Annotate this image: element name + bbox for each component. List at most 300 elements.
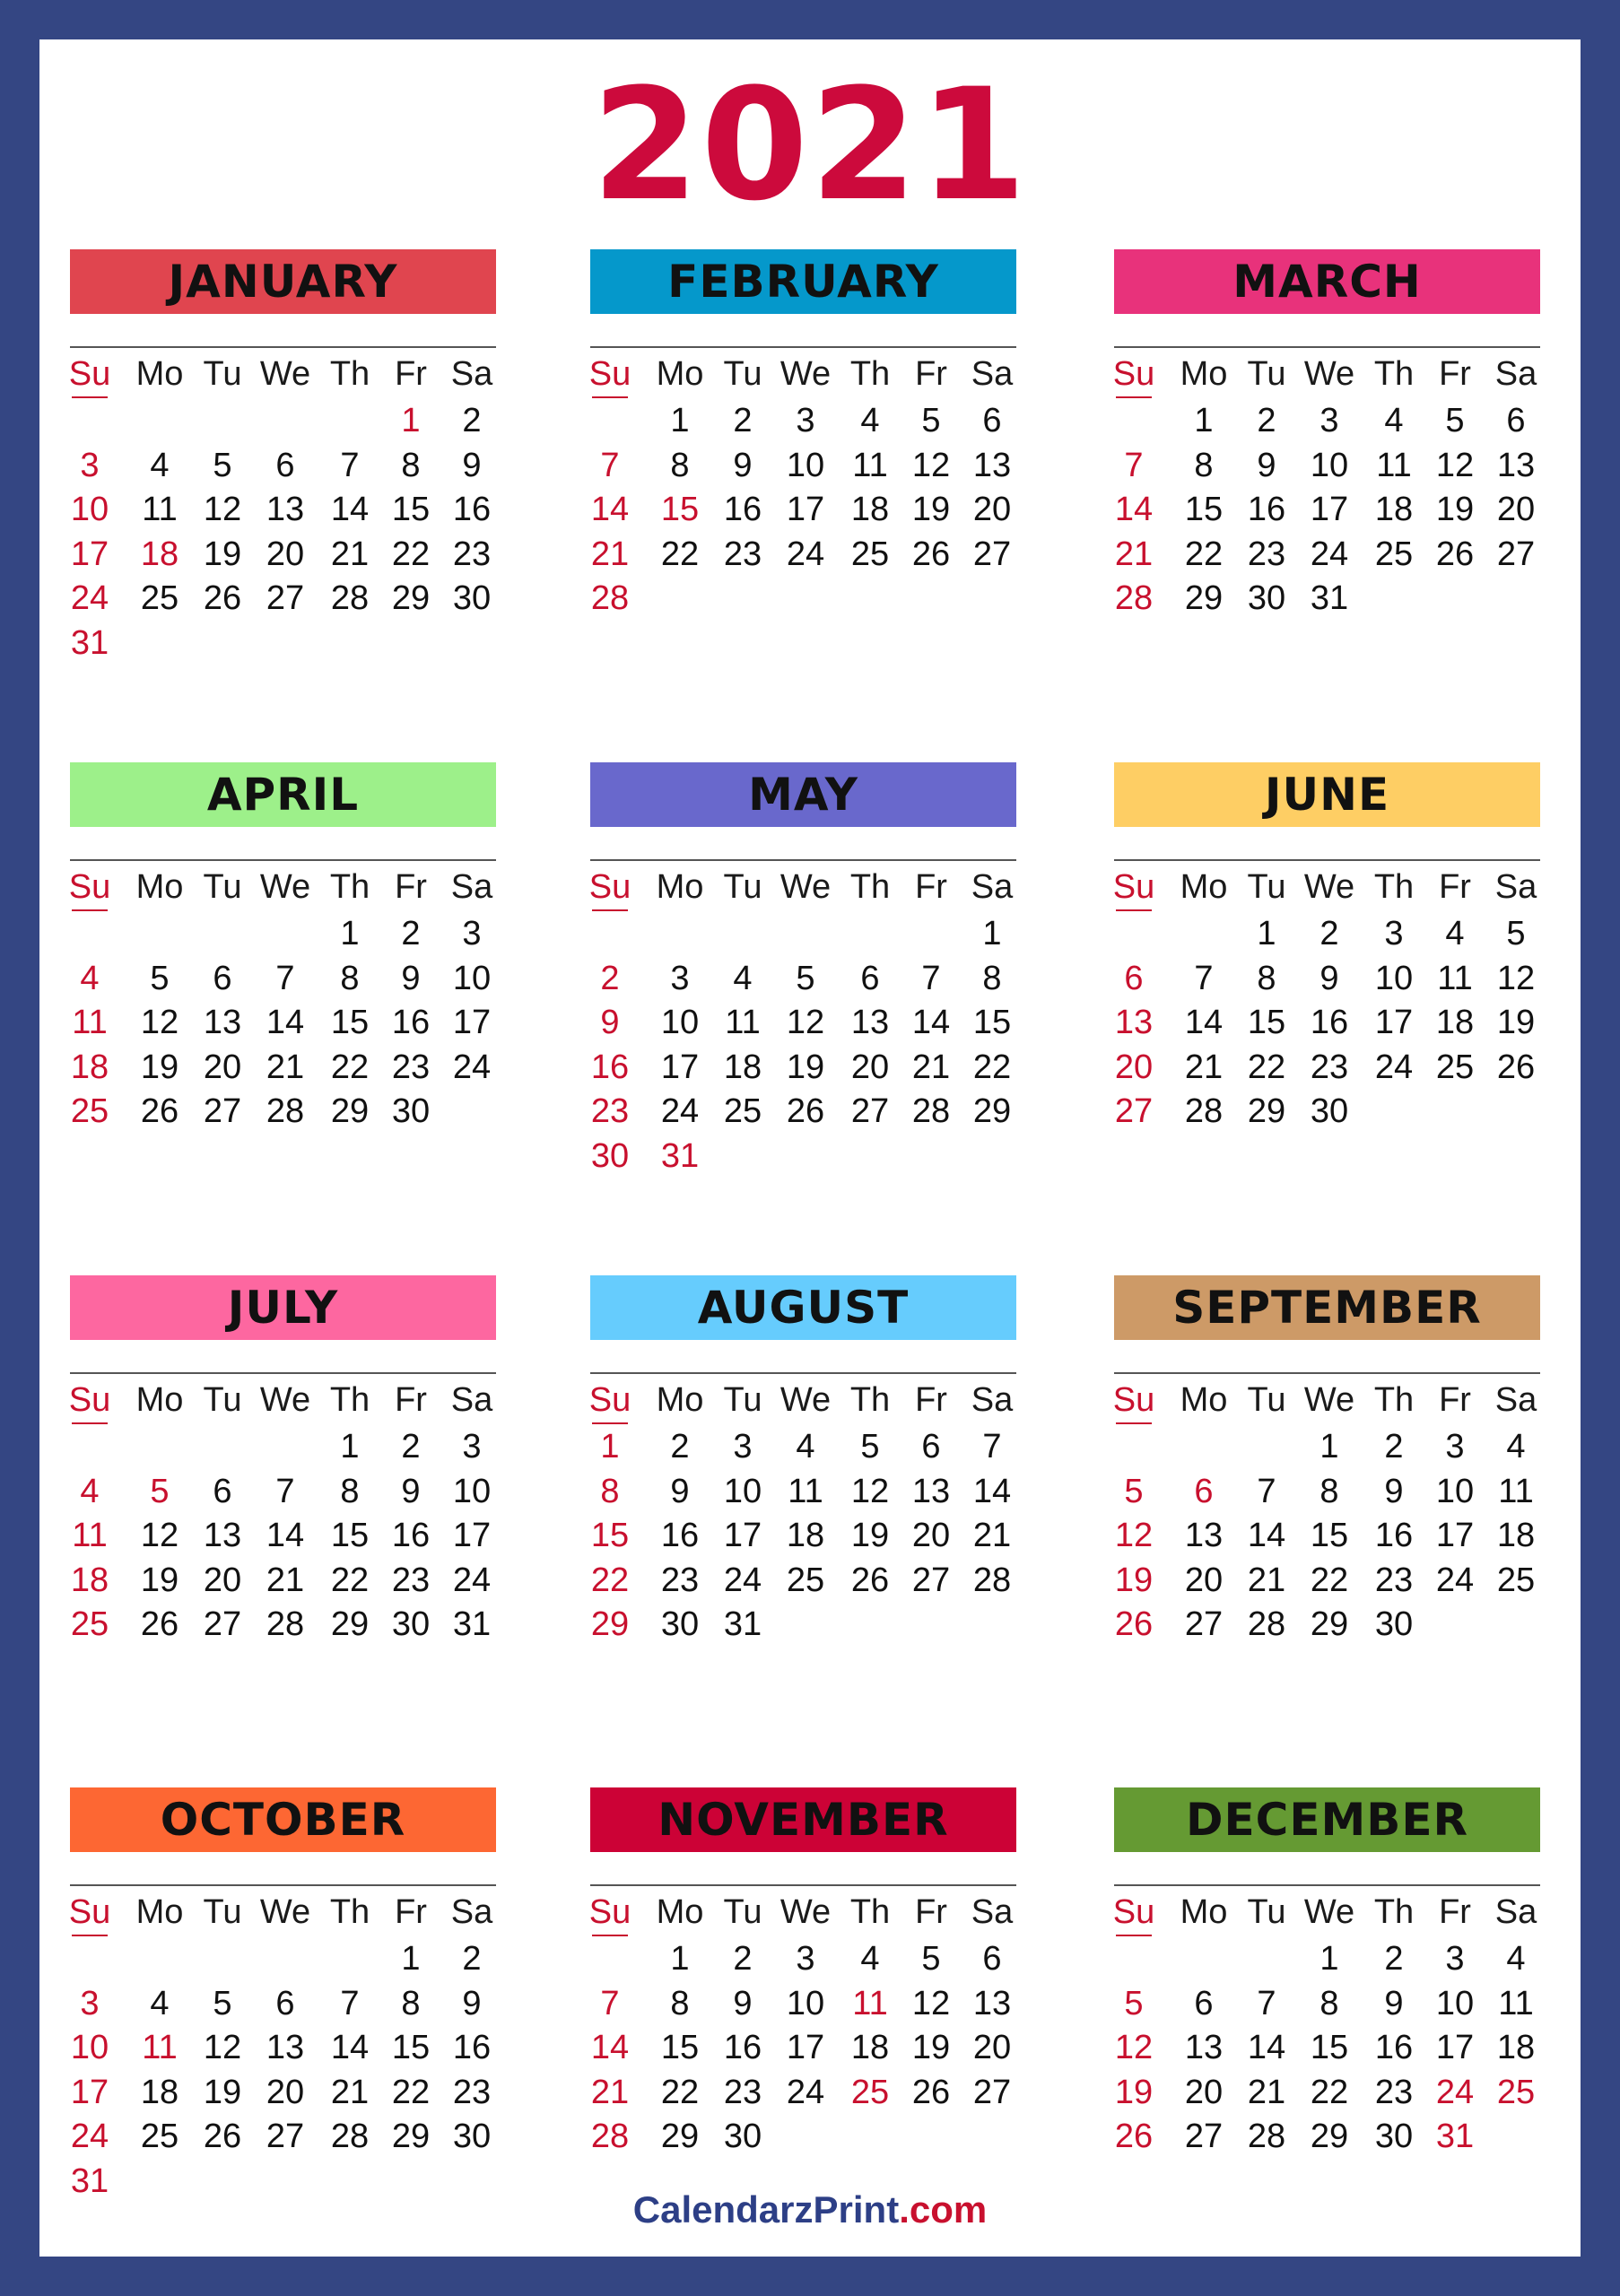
weekday-label: Mo [135,1893,184,1931]
month-november [590,1787,1016,2236]
day-cell: 9 [1257,446,1276,484]
day-cell: 28 [1114,579,1154,617]
day-cell: 6 [982,1940,1002,1978]
day-cell: 31 [70,623,109,662]
day-cell: 24 [1310,535,1349,573]
day-cell: 16 [1310,1004,1349,1041]
weekday-label: Tu [203,868,242,906]
day-cell: 26 [203,2118,242,2155]
day-cell: 6 [982,402,1002,439]
day-cell: 16 [452,491,492,528]
day-cell: 17 [1435,2029,1475,2066]
day-cell: 27 [266,2118,305,2155]
day-cell: 31 [70,2161,109,2200]
day-cell: 27 [203,1092,242,1130]
day-cell: 9 [401,959,421,997]
day-cell: 30 [391,1605,431,1643]
weekday-label: Mo [135,868,184,906]
weekday-label: Tu [1247,355,1286,393]
weekday-label: Fr [915,355,947,393]
day-cell: 26 [1114,2118,1154,2155]
day-cell: 10 [1435,1472,1475,1510]
weekday-label: Su [1112,868,1155,906]
weekday-header [70,1893,496,1935]
day-cell: 16 [391,1517,431,1554]
day-cell: 29 [391,579,431,617]
day-cell: 1 [1194,402,1214,439]
weekday-label: Fr [915,868,947,906]
day-cell: 26 [140,1092,179,1130]
day-cell: 6 [1194,1984,1214,2022]
day-cell: 7 [921,959,941,997]
day-cell: 28 [590,2118,630,2155]
day-cell: 17 [452,1517,492,1554]
day-cell: 22 [1184,535,1224,573]
day-cell: 19 [1114,2073,1154,2111]
day-cell: 10 [660,1004,700,1041]
day-cell: 4 [860,402,880,439]
day-cell: 16 [452,2029,492,2066]
day-cell: 9 [600,1004,620,1041]
day-cell: 27 [1114,1092,1154,1130]
day-cell: 21 [1247,2073,1286,2111]
day-cell: 5 [150,959,170,997]
weekday-label: Su [1112,355,1155,393]
weekday-label: Tu [723,1893,762,1931]
day-cell: 8 [670,446,690,484]
weekday-label: Fr [395,868,427,906]
day-cell: 21 [1247,1561,1286,1599]
day-cell: 13 [850,1004,890,1041]
day-cell: 25 [1435,1048,1475,1086]
day-cell: 1 [670,402,690,439]
day-cell: 24 [660,1092,700,1130]
day-cell: 14 [590,2029,630,2066]
weekday-header [590,1893,1016,1935]
day-cell: 19 [140,1561,179,1599]
day-cell: 18 [723,1048,762,1086]
day-cell: 20 [1184,2073,1224,2111]
day-cell: 30 [452,2118,492,2155]
day-cell: 7 [275,959,295,997]
day-cell: 8 [401,446,421,484]
day-cell: 21 [266,1048,305,1086]
day-cell: 9 [1384,1984,1404,2022]
day-cell: 30 [391,1092,431,1130]
day-cell: 30 [590,1136,630,1175]
month-july [70,1275,496,1724]
weekday-label: Tu [723,868,762,906]
day-grid [590,400,1016,687]
day-cell: 2 [733,402,753,439]
day-cell: 25 [850,535,890,573]
day-cell: 11 [852,446,888,484]
day-cell: 2 [1384,1940,1404,1978]
weekday-label: We [780,1381,832,1419]
day-cell: 25 [140,2118,179,2155]
day-cell: 20 [266,535,305,573]
day-cell: 7 [1194,959,1214,997]
weekday-header [70,355,496,396]
day-cell: 24 [452,1048,492,1086]
day-cell: 23 [590,1092,630,1130]
day-cell: 28 [330,579,370,617]
day-cell: 26 [1114,1605,1154,1643]
weekday-label: Mo [135,1381,184,1419]
day-cell: 9 [733,1984,753,2022]
day-cell: 4 [80,959,100,997]
day-cell: 8 [401,1984,421,2022]
day-cell: 7 [340,1984,360,2022]
day-cell: 19 [911,491,951,528]
day-cell: 14 [972,1472,1012,1510]
day-cell: 22 [330,1048,370,1086]
day-cell: 6 [1194,1472,1214,1510]
day-cell: 17 [452,1004,492,1041]
day-cell: 3 [80,1984,100,2022]
sunday-underline [1116,909,1152,911]
day-cell: 31 [723,1605,762,1643]
day-cell: 26 [1496,1048,1536,1086]
day-cell: 29 [1184,579,1224,617]
day-cell: 23 [391,1048,431,1086]
day-cell: 30 [723,2118,762,2155]
day-cell: 5 [150,1472,170,1510]
day-cell: 18 [850,2029,890,2066]
day-cell: 21 [972,1517,1012,1554]
weekday-label: Mo [1180,1893,1228,1931]
weekday-header [1114,1381,1540,1422]
weekday-label: Mo [656,868,704,906]
day-cell: 12 [1496,959,1536,997]
day-cell: 25 [140,579,179,617]
weekday-label: Th [1373,868,1415,906]
day-cell: 10 [70,491,109,528]
weekday-header [590,868,1016,909]
day-cell: 15 [1184,491,1224,528]
day-cell: 22 [660,2073,700,2111]
day-cell: 30 [1247,579,1286,617]
day-cell: 25 [70,1605,109,1643]
weekday-header [1114,1893,1540,1935]
day-cell: 9 [733,446,753,484]
day-cell: 10 [786,446,825,484]
month-header: NOVEMBER [590,1787,1016,1852]
day-cell: 13 [266,2029,305,2066]
day-cell: 11 [142,2029,178,2066]
weekday-label: Tu [1247,868,1286,906]
day-cell: 13 [203,1517,242,1554]
day-cell: 26 [911,2073,951,2111]
day-cell: 24 [70,579,109,617]
weekday-label: Su [588,1893,631,1931]
weekday-label: Tu [203,355,242,393]
month-header: SEPTEMBER [1114,1275,1540,1340]
day-cell: 21 [266,1561,305,1599]
day-cell: 4 [150,1984,170,2022]
day-cell: 5 [213,1984,232,2022]
day-cell: 4 [80,1472,100,1510]
day-cell: 31 [1310,579,1349,617]
day-cell: 12 [140,1004,179,1041]
day-grid [1114,400,1540,687]
day-cell: 23 [1310,1048,1349,1086]
weekday-header [1114,868,1540,909]
day-cell: 4 [733,959,753,997]
day-cell: 23 [1374,1561,1414,1599]
day-cell: 19 [1435,491,1475,528]
day-cell: 26 [140,1605,179,1643]
day-cell: 27 [203,1605,242,1643]
day-cell: 11 [72,1004,108,1041]
day-cell: 12 [911,446,951,484]
month-header: OCTOBER [70,1787,496,1852]
weekday-label: Sa [971,1381,1014,1419]
day-cell: 28 [590,579,630,617]
day-cell: 7 [600,1984,620,2022]
day-cell: 1 [401,402,421,439]
month-september [1114,1275,1540,1724]
weekday-label: Tu [1247,1381,1286,1419]
month-april [70,762,496,1211]
day-cell: 15 [1310,2029,1349,2066]
brand-name: CalendarzPrint [632,2188,900,2231]
weekday-label: We [1303,355,1355,393]
day-cell: 27 [266,579,305,617]
weekday-label: Mo [135,355,184,393]
day-cell: 5 [921,1940,941,1978]
day-cell: 7 [600,446,620,484]
day-cell: 19 [203,2073,242,2111]
day-cell: 3 [796,1940,815,1978]
day-cell: 14 [1247,2029,1286,2066]
day-grid [1114,1426,1540,1713]
header-divider [590,1884,1016,1886]
weekday-label: Tu [723,1381,762,1419]
day-cell: 8 [1320,1984,1339,2022]
day-cell: 26 [203,579,242,617]
sunday-underline [1116,396,1152,398]
day-cell: 30 [452,579,492,617]
day-cell: 19 [140,1048,179,1086]
day-cell: 16 [590,1048,630,1086]
brand-domain: .com [899,2188,988,2231]
header-divider [70,1884,496,1886]
day-cell: 13 [911,1472,951,1510]
day-cell: 17 [786,491,825,528]
day-cell: 5 [860,1428,880,1465]
day-cell: 13 [972,1984,1012,2022]
day-cell: 3 [1320,402,1339,439]
weekday-header [590,1381,1016,1422]
day-cell: 11 [1376,446,1412,484]
day-cell: 5 [1124,1472,1144,1510]
weekday-label: Mo [1180,868,1228,906]
day-cell: 12 [786,1004,825,1041]
day-cell: 20 [911,1517,951,1554]
day-cell: 30 [1310,1092,1349,1130]
day-cell: 2 [1320,915,1339,952]
month-february [590,249,1016,698]
weekday-label: Su [68,355,111,393]
day-cell: 11 [1437,959,1473,997]
day-cell: 28 [266,1605,305,1643]
weekday-header [70,1381,496,1422]
weekday-label: Fr [1439,355,1471,393]
day-cell: 19 [911,2029,951,2066]
day-cell: 12 [911,1984,951,2022]
day-cell: 12 [1114,2029,1154,2066]
day-cell: 17 [723,1517,762,1554]
day-cell: 25 [1374,535,1414,573]
day-cell: 29 [1247,1092,1286,1130]
day-cell: 23 [723,535,762,573]
day-grid [590,1938,1016,2225]
day-cell: 24 [723,1561,762,1599]
brand-footer[interactable] [0,2188,1620,2231]
day-cell: 21 [330,2073,370,2111]
day-cell: 17 [660,1048,700,1086]
day-cell: 15 [972,1004,1012,1041]
month-header: FEBRUARY [590,249,1016,314]
weekday-label: Tu [203,1893,242,1931]
day-cell: 11 [725,1004,761,1041]
day-cell: 10 [786,1984,825,2022]
day-cell: 21 [330,535,370,573]
day-cell: 15 [391,2029,431,2066]
day-cell: 18 [850,491,890,528]
sunday-underline [72,396,108,398]
day-cell: 15 [660,491,700,528]
month-header: MAY [590,762,1016,827]
day-cell: 29 [972,1092,1012,1130]
weekday-label: Su [588,355,631,393]
day-cell: 20 [203,1048,242,1086]
day-cell: 23 [660,1561,700,1599]
month-header: AUGUST [590,1275,1016,1340]
day-cell: 31 [452,1605,492,1643]
day-cell: 7 [340,446,360,484]
day-cell: 11 [1498,1472,1534,1510]
day-cell: 5 [1124,1984,1144,2022]
day-cell: 27 [911,1561,951,1599]
day-cell: 21 [590,535,630,573]
weekday-label: Sa [971,1893,1014,1931]
day-cell: 1 [1257,915,1276,952]
day-cell: 14 [266,1517,305,1554]
day-cell: 25 [1496,1561,1536,1599]
sunday-underline [592,1422,628,1424]
day-cell: 8 [340,959,360,997]
weekday-label: Th [1373,1893,1415,1931]
day-cell: 17 [1310,491,1349,528]
header-divider [70,1372,496,1374]
month-october [70,1787,496,2236]
day-cell: 28 [330,2118,370,2155]
day-cell: 13 [1184,1517,1224,1554]
weekday-label: We [259,355,311,393]
day-cell: 7 [982,1428,1002,1465]
day-cell: 28 [1184,1092,1224,1130]
day-cell: 4 [796,1428,815,1465]
day-cell: 5 [1506,915,1526,952]
day-cell: 25 [850,2073,890,2111]
day-cell: 3 [670,959,690,997]
day-cell: 14 [330,491,370,528]
day-cell: 20 [266,2073,305,2111]
weekday-label: Mo [1180,355,1228,393]
weekday-label: Sa [1494,1893,1537,1931]
day-cell: 3 [1445,1940,1465,1978]
day-cell: 15 [1247,1004,1286,1041]
weekday-label: Mo [656,355,704,393]
day-cell: 29 [330,1605,370,1643]
day-cell: 18 [1374,491,1414,528]
day-cell: 25 [70,1092,109,1130]
day-cell: 2 [462,402,482,439]
weekday-label: Tu [723,355,762,393]
day-cell: 14 [1247,1517,1286,1554]
weekday-label: Su [68,1893,111,1931]
day-cell: 18 [1435,1004,1475,1041]
day-cell: 6 [1124,959,1144,997]
weekday-label: Su [1112,1893,1155,1931]
weekday-label: Su [588,868,631,906]
day-cell: 23 [452,535,492,573]
day-grid [590,1426,1016,1713]
weekday-label: We [259,868,311,906]
day-cell: 24 [70,2118,109,2155]
weekday-label: Fr [1439,1893,1471,1931]
day-cell: 13 [1496,446,1536,484]
day-cell: 5 [796,959,815,997]
day-cell: 10 [452,959,492,997]
weekday-label: Sa [1494,355,1537,393]
day-cell: 17 [1374,1004,1414,1041]
day-cell: 10 [70,2029,109,2066]
day-cell: 14 [1184,1004,1224,1041]
day-cell: 3 [1445,1428,1465,1465]
day-cell: 22 [391,535,431,573]
day-cell: 17 [1435,1517,1475,1554]
month-march [1114,249,1540,698]
day-cell: 21 [1184,1048,1224,1086]
day-cell: 3 [1384,915,1404,952]
day-cell: 17 [786,2029,825,2066]
day-cell: 24 [1435,1561,1475,1599]
header-divider [1114,859,1540,861]
day-cell: 29 [590,1605,630,1643]
year-title: 2021 [591,55,1029,235]
day-cell: 6 [213,1472,232,1510]
day-cell: 8 [1194,446,1214,484]
day-cell: 13 [203,1004,242,1041]
day-cell: 18 [1496,2029,1536,2066]
weekday-label: Mo [656,1381,704,1419]
weekday-label: Sa [1494,868,1537,906]
day-cell: 21 [590,2073,630,2111]
weekday-label: Tu [1247,1893,1286,1931]
day-cell: 3 [733,1428,753,1465]
day-cell: 8 [600,1472,620,1510]
weekday-label: Fr [1439,1381,1471,1419]
day-cell: 24 [1435,2073,1475,2111]
sunday-underline [592,396,628,398]
weekday-label: Tu [203,1381,242,1419]
day-cell: 23 [391,1561,431,1599]
weekday-label: Th [1373,1381,1415,1419]
day-cell: 6 [1506,402,1526,439]
